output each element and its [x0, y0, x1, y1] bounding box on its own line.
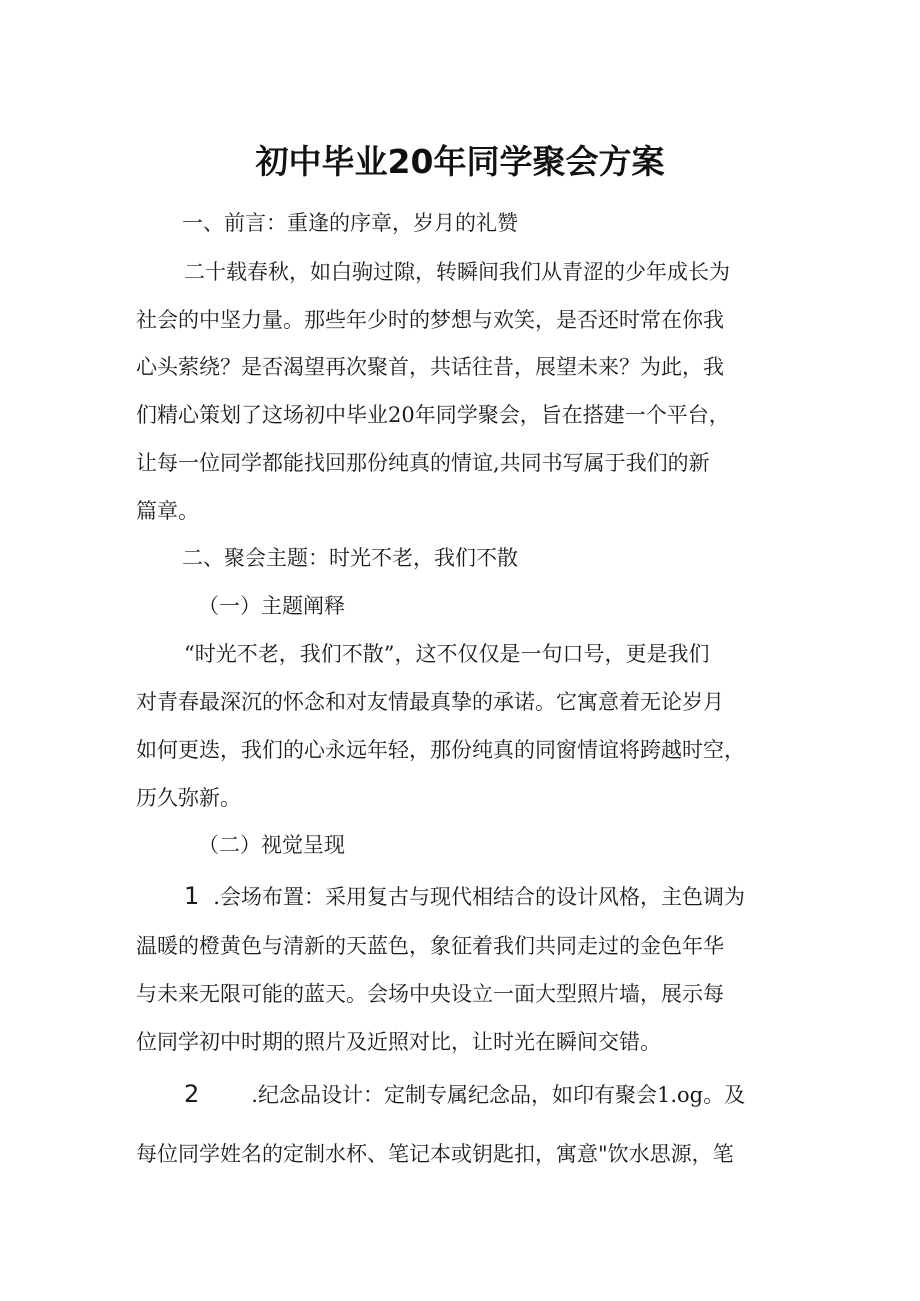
item2-first-line	[184, 1080, 745, 1109]
item2-line: 每位同学姓名的定制水杯、笔记本或钥匙扣，寓意"饮水思源，笔	[136, 1142, 734, 1166]
section1-heading: 一、前言：重逢的序章，岁月的礼赞	[182, 211, 518, 235]
item2-line: .纪念品设计：定制专属纪念品，如印有聚会1.og。及	[251, 1083, 746, 1107]
subsection2-heading: （二）视觉呈现	[198, 833, 345, 857]
item1-line: 温暖的橙黄色与清新的天蓝色，象征着我们共同走过的金色年华	[136, 934, 724, 958]
item1-line: .会场布置：采用复古与现代相结合的设计风格，主色调为	[213, 885, 745, 909]
item1-number: 1	[184, 882, 200, 910]
subsection1-heading: （一）主题阐释	[198, 594, 345, 618]
document-title: 初中毕业20年同学聚会方案	[255, 142, 665, 181]
item1-first-line	[184, 882, 745, 911]
item2-number: 2	[184, 1080, 200, 1108]
subsection1-paragraph-line: 对青春最深沉的怀念和对友情最真挚的承诺。它寓意着无论岁月	[136, 690, 724, 714]
section1-paragraph-line: 社会的中坚力量。那些年少时的梦想与欢笑，是否还时常在你我	[136, 308, 724, 332]
section1-paragraph-line: 们精心策划了这场初中毕业20年同学聚会，旨在搭建一个平台，	[136, 403, 730, 427]
item1-line: 位同学初中时期的照片及近照对比，让时光在瞬间交错。	[136, 1030, 661, 1054]
section1-paragraph-line: 篇章。	[136, 499, 199, 523]
section1-paragraph-line: 心头萦绕？是否渴望再次聚首，共话往昔，展望未来？为此，我	[136, 355, 724, 379]
subsection1-paragraph-line: “时光不老，我们不散”，这不仅仅是一句口号，更是我们	[184, 642, 710, 666]
section2-heading: 二、聚会主题：时光不老，我们不散	[182, 546, 518, 570]
item1-line: 与未来无限可能的蓝天。会场中央设立一面大型照片墙，展示每	[136, 982, 724, 1006]
subsection1-paragraph-line: 历久弥新。	[136, 786, 241, 810]
section1-paragraph-line: 让每一位同学都能找回那份纯真的情谊,共同书写属于我们的新	[136, 451, 710, 475]
subsection1-paragraph-line: 如何更迭，我们的心永远年轻，那份纯真的同窗情谊将跨越时空，	[136, 738, 745, 762]
section1-paragraph-line: 二十载春秋，如白驹过隙，转瞬间我们从青涩的少年成长为	[184, 260, 730, 284]
